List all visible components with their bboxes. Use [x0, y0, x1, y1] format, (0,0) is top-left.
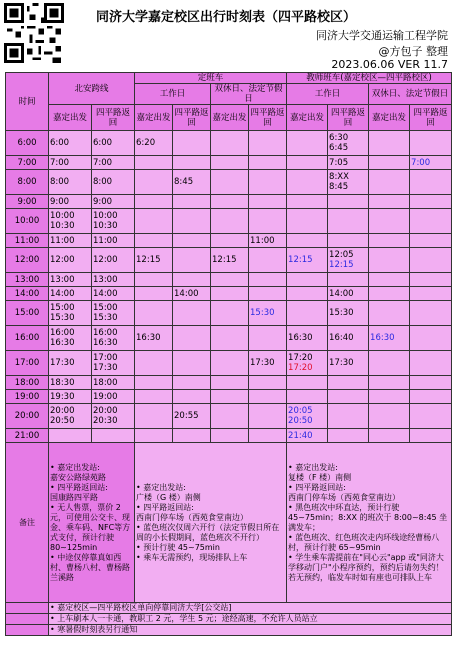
- table-cell: [211, 287, 249, 301]
- table-cell: [287, 234, 328, 248]
- header-jd4: 嘉定出发: [287, 105, 328, 131]
- table-cell: [287, 376, 328, 390]
- header-work: 工作日: [135, 84, 211, 105]
- header-sp4: 四平路返回: [328, 105, 369, 131]
- table-cell: 10:00 10:30: [92, 209, 135, 234]
- table-cell: [135, 156, 173, 170]
- table-cell: [328, 209, 369, 234]
- table-cell: 11:00: [249, 234, 287, 248]
- table-cell: [369, 301, 410, 326]
- timetable-body: [6, 131, 452, 443]
- table-cell: [173, 351, 211, 376]
- row-time: 8:00: [6, 170, 49, 195]
- notes-label: 备注: [6, 443, 49, 603]
- table-cell: [211, 390, 249, 404]
- table-cell: [369, 234, 410, 248]
- table-row: [6, 287, 452, 301]
- table-cell: [173, 376, 211, 390]
- table-cell: [287, 209, 328, 234]
- header-weekend2: 双休日、法定节假日: [369, 84, 452, 105]
- table-cell: [410, 209, 452, 234]
- table-cell: [328, 429, 369, 443]
- table-cell: [410, 351, 452, 376]
- qr-code: [4, 3, 64, 63]
- table-cell: 12:00: [92, 248, 135, 273]
- table-cell: 14:00: [49, 287, 92, 301]
- table-cell: [410, 429, 452, 443]
- table-cell: [369, 287, 410, 301]
- header-work2: 工作日: [287, 84, 369, 105]
- table-cell: [410, 404, 452, 429]
- table-cell: [211, 195, 249, 209]
- row-time: 14:00: [6, 287, 49, 301]
- table-row: [6, 248, 452, 273]
- page-title: 同济大学嘉定校区出行时刻表（四平路校区）: [96, 10, 357, 25]
- table-row: [6, 376, 452, 390]
- header-line1: 北安跨线: [49, 73, 135, 105]
- table-cell: 6:30 6:45: [328, 131, 369, 156]
- row-time: 17:00: [6, 351, 49, 376]
- header-weekend: 双休日、法定节假日: [211, 84, 287, 105]
- table-row: [6, 234, 452, 248]
- table-cell: [369, 351, 410, 376]
- table-cell: 9:00: [49, 195, 92, 209]
- table-cell: [287, 195, 328, 209]
- table-cell: [211, 273, 249, 287]
- table-cell: 14:00: [328, 287, 369, 301]
- table-cell: [328, 404, 369, 429]
- row-time: 12:00: [6, 248, 49, 273]
- table-cell: [287, 156, 328, 170]
- row-time: 13:00: [6, 273, 49, 287]
- table-row: [6, 131, 452, 156]
- table-cell: 12:00: [49, 248, 92, 273]
- table-cell: [410, 273, 452, 287]
- table-cell: [135, 404, 173, 429]
- table-cell: [135, 287, 173, 301]
- table-cell: 16:30: [287, 326, 328, 351]
- table-cell: [135, 170, 173, 195]
- table-cell: [249, 404, 287, 429]
- table-cell: [410, 376, 452, 390]
- table-cell: [211, 156, 249, 170]
- header-sp3: 四平路返回: [249, 105, 287, 131]
- table-cell: [173, 390, 211, 404]
- table-cell: 16:00 16:30: [49, 326, 92, 351]
- table-cell: 8:00: [49, 170, 92, 195]
- table-cell: 9:00: [92, 195, 135, 209]
- table-cell: 16:40: [328, 326, 369, 351]
- table-cell: [369, 170, 410, 195]
- row-time: 9:00: [6, 195, 49, 209]
- header-sp5: 四平路返回: [410, 105, 452, 131]
- table-cell: [173, 301, 211, 326]
- table-cell: 15:30: [249, 301, 287, 326]
- table-cell: [287, 170, 328, 195]
- table-cell: [135, 209, 173, 234]
- table-cell: [410, 248, 452, 273]
- table-cell: [249, 248, 287, 273]
- table-cell: [369, 404, 410, 429]
- table-cell: 21:40: [287, 429, 328, 443]
- table-cell: [249, 170, 287, 195]
- version: 2023.06.06 VER 11.7: [331, 58, 448, 71]
- table-cell: 15:00 15:30: [49, 301, 92, 326]
- footer-note2: • 上车刷本人一卡通，教职工 2 元，学生 5 元；途经高速，不允许人员站立: [49, 614, 452, 625]
- notes-col3: • 嘉定出发站: 复楼（F 楼）南侧 • 四平路返回站: 西南门停车场（西苑食堂南边） • 黑色班次中环直达，预计行驶 45~75min；8:XX 的班次于 8:00~8:45 坐满发车； • 蓝色班次、红色班次走内环线途经曹杨八村，预计行驶 65~95min • 学生乘车需提前在"同心云"app 或"同济大学移动门户"小程序预约，预约后请勿失约！若无预约，临发车时如有座也可排队上车: [287, 443, 452, 603]
- table-cell: [410, 195, 452, 209]
- table-cell: [135, 273, 173, 287]
- author: @方包子 整理: [378, 45, 448, 58]
- table-cell: [173, 429, 211, 443]
- table-cell: [369, 248, 410, 273]
- table-cell: 11:00: [92, 234, 135, 248]
- table-cell: [173, 195, 211, 209]
- table-cell: [211, 404, 249, 429]
- table-cell: [410, 234, 452, 248]
- header-time: 时间: [6, 73, 49, 131]
- table-cell: 16:30: [369, 326, 410, 351]
- table-row: [6, 273, 452, 287]
- table-cell: [287, 390, 328, 404]
- table-cell: 8:XX 8:45: [328, 170, 369, 195]
- row-time: 11:00: [6, 234, 49, 248]
- row-time: 21:00: [6, 429, 49, 443]
- table-cell: 6:00: [92, 131, 135, 156]
- table-cell: 14:00: [173, 287, 211, 301]
- table-cell: [369, 273, 410, 287]
- table-cell: 17:00 17:30: [92, 351, 135, 376]
- table-cell: [249, 390, 287, 404]
- table-cell: 7:00: [49, 156, 92, 170]
- table-cell: [92, 429, 135, 443]
- row-time: 20:00: [6, 404, 49, 429]
- table-cell: [328, 195, 369, 209]
- table-row: [6, 390, 452, 404]
- table-cell: [173, 156, 211, 170]
- table-cell: [49, 429, 92, 443]
- header-jd2: 嘉定出发: [135, 105, 173, 131]
- table-cell: 7:00: [410, 156, 452, 170]
- table-cell: 17:20 17:20: [287, 351, 328, 376]
- header-sp: 四平路返回: [92, 105, 135, 131]
- table-cell: 7:05: [328, 156, 369, 170]
- footer-note3: • 寒暑假时刻表另行通知: [49, 625, 452, 636]
- table-cell: 8:00: [92, 170, 135, 195]
- table-cell: [249, 156, 287, 170]
- table-cell: [135, 234, 173, 248]
- table-cell: 20:55: [173, 404, 211, 429]
- row-time: 6:00: [6, 131, 49, 156]
- table-cell: [211, 326, 249, 351]
- table-row: [6, 156, 452, 170]
- table-cell: [249, 273, 287, 287]
- table-cell: 19:00: [92, 390, 135, 404]
- table-cell: [369, 131, 410, 156]
- table-cell: [410, 390, 452, 404]
- table-row: [6, 351, 452, 376]
- table-cell: [135, 301, 173, 326]
- row-time: 16:00: [6, 326, 49, 351]
- row-time: 18:00: [6, 376, 49, 390]
- table-cell: [135, 351, 173, 376]
- table-cell: 10:00 10:30: [49, 209, 92, 234]
- table-cell: [369, 390, 410, 404]
- table-cell: [135, 390, 173, 404]
- table-cell: [369, 156, 410, 170]
- timetable: [5, 72, 452, 636]
- table-row: [6, 404, 452, 429]
- table-cell: [328, 390, 369, 404]
- table-cell: 11:00: [49, 234, 92, 248]
- table-cell: [249, 376, 287, 390]
- table-cell: 16:30: [135, 326, 173, 351]
- table-cell: [173, 234, 211, 248]
- table-cell: [211, 376, 249, 390]
- table-cell: 19:30: [49, 390, 92, 404]
- table-cell: [249, 429, 287, 443]
- row-time: 15:00: [6, 301, 49, 326]
- table-cell: 12:15: [135, 248, 173, 273]
- table-cell: [328, 234, 369, 248]
- table-cell: [287, 131, 328, 156]
- table-cell: [173, 209, 211, 234]
- table-cell: [410, 301, 452, 326]
- table-cell: 17:30: [328, 351, 369, 376]
- table-cell: [249, 326, 287, 351]
- table-cell: [173, 326, 211, 351]
- header-jd: 嘉定出发: [49, 105, 92, 131]
- table-cell: [211, 429, 249, 443]
- table-cell: [211, 131, 249, 156]
- table-cell: [328, 273, 369, 287]
- table-cell: 17:30: [249, 351, 287, 376]
- table-cell: [211, 234, 249, 248]
- header-jd3: 嘉定出发: [211, 105, 249, 131]
- table-cell: [287, 301, 328, 326]
- table-cell: 18:30: [49, 376, 92, 390]
- footer-note1: • 嘉定校区—四平路校区单向停靠同济大学[公交站]: [49, 603, 452, 614]
- table-cell: [287, 287, 328, 301]
- table-cell: 18:00: [92, 376, 135, 390]
- table-cell: [135, 376, 173, 390]
- table-cell: [211, 351, 249, 376]
- notes-col2: • 嘉定出发站: 广楼（G 楼）南侧 • 四平路返回站: 西南门停车场（西苑食堂南边） • 蓝色班次仅周六开行（法定节假日所在周的小长假期间，蓝色班次不开行） • 预计行驶 45~75min • 乘车无需预约，现场排队上车: [135, 443, 287, 603]
- header-line3: 教师班车(嘉定校区—四平路校区): [287, 73, 452, 84]
- table-cell: [410, 131, 452, 156]
- table-cell: 20:00 20:50: [49, 404, 92, 429]
- header-line2: 定班车: [135, 73, 287, 84]
- table-row: [6, 195, 452, 209]
- table-row: [6, 209, 452, 234]
- table-cell: [369, 195, 410, 209]
- table-cell: [211, 209, 249, 234]
- row-time: 19:00: [6, 390, 49, 404]
- table-cell: [173, 273, 211, 287]
- row-time: 10:00: [6, 209, 49, 234]
- table-cell: 17:30: [49, 351, 92, 376]
- table-row: [6, 170, 452, 195]
- table-cell: [328, 376, 369, 390]
- table-row: [6, 326, 452, 351]
- table-cell: 8:45: [173, 170, 211, 195]
- table-cell: 7:00: [92, 156, 135, 170]
- table-row: [6, 301, 452, 326]
- notes-col1: • 嘉定出发站: 嘉安公路绿苑路 • 四平路返回站: 国康路四平路 • 无人售票，票价 2元，可使用公交卡、现金、乘车码、NFC等方式支付，预计行驶 80~125min • 中途仅停靠真如西村、曹杨八村、曹杨路兰溪路: [49, 443, 135, 603]
- table-cell: [249, 209, 287, 234]
- table-cell: 6:20: [135, 131, 173, 156]
- table-cell: 12:15: [287, 248, 328, 273]
- table-cell: 13:00: [49, 273, 92, 287]
- table-cell: 20:00 20:30: [92, 404, 135, 429]
- table-cell: 15:00 15:30: [92, 301, 135, 326]
- table-cell: 12:15: [211, 248, 249, 273]
- table-cell: [410, 287, 452, 301]
- table-cell: 13:00: [92, 273, 135, 287]
- table-cell: 14:00: [92, 287, 135, 301]
- table-cell: [249, 131, 287, 156]
- table-cell: [287, 273, 328, 287]
- table-cell: 6:00: [49, 131, 92, 156]
- table-cell: [410, 170, 452, 195]
- table-cell: [369, 429, 410, 443]
- table-cell: [369, 376, 410, 390]
- org-name: 同济大学交通运输工程学院: [316, 29, 448, 42]
- table-cell: 15:30: [328, 301, 369, 326]
- table-cell: 12:05 12:15: [328, 248, 369, 273]
- table-cell: [369, 209, 410, 234]
- table-row: [6, 429, 452, 443]
- table-cell: [211, 170, 249, 195]
- table-cell: [249, 287, 287, 301]
- table-cell: [173, 131, 211, 156]
- table-cell: [173, 248, 211, 273]
- header-sp2: 四平路返回: [173, 105, 211, 131]
- table-cell: [211, 301, 249, 326]
- table-cell: 16:00 16:30: [92, 326, 135, 351]
- table-cell: [249, 195, 287, 209]
- table-cell: [410, 326, 452, 351]
- table-cell: 20:05 20:50: [287, 404, 328, 429]
- table-cell: [135, 195, 173, 209]
- table-cell: [135, 429, 173, 443]
- row-time: 7:00: [6, 156, 49, 170]
- header-jd5: 嘉定出发: [369, 105, 410, 131]
